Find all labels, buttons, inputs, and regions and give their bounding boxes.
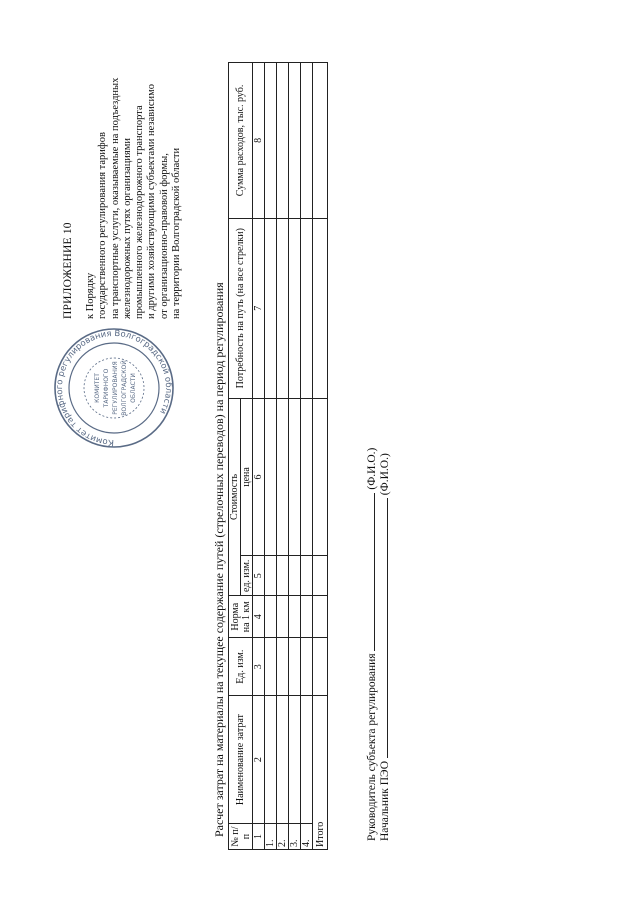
column-number: 8 <box>253 63 265 219</box>
header-cost-price: цена <box>241 398 253 556</box>
row-number: 2. <box>277 824 289 850</box>
table-cell <box>301 638 313 696</box>
row-number: 3. <box>289 824 301 850</box>
table-cell <box>289 63 301 219</box>
table-cell <box>277 596 289 638</box>
table-cell <box>265 638 277 696</box>
signature-blank <box>364 493 375 651</box>
header-need: Потребность на путь (на все стрелки) <box>229 218 253 398</box>
header-line: к Порядку <box>85 272 96 319</box>
header-unit: Ед. изм. <box>229 638 253 696</box>
table-cell <box>289 556 301 596</box>
header-cost-unit: ед. изм. <box>241 556 253 596</box>
appendix-label: ПРИЛОЖЕНИЕ 10 <box>62 222 74 319</box>
header-line: на территории Волгоградской области <box>171 147 183 319</box>
header-line: железнодорожных путях организациями <box>121 137 133 319</box>
signature-fio: (Ф.И.О.) <box>366 447 378 490</box>
table-cell <box>277 696 289 824</box>
table-row <box>265 63 277 850</box>
table-cell <box>265 696 277 824</box>
table-cell <box>301 218 313 398</box>
official-seal-stamp <box>52 326 176 450</box>
column-number: 7 <box>253 218 265 398</box>
table-cell <box>313 638 328 696</box>
signature-label: Начальник ПЭО <box>379 760 391 841</box>
row-number: 4. <box>301 824 313 850</box>
table-cell <box>313 398 328 556</box>
seal-inner-line: ТАРИФНОГО <box>103 368 110 408</box>
column-number: 3 <box>253 638 265 696</box>
table-row <box>289 63 301 850</box>
table-cell <box>313 596 328 638</box>
seal-inner-line: ОБЛАСТИ <box>130 373 137 403</box>
table-cell <box>289 398 301 556</box>
table-cell <box>301 398 313 556</box>
table-cell <box>313 63 328 219</box>
table-cell <box>265 556 277 596</box>
table-cell <box>277 638 289 696</box>
row-number: 1. <box>265 824 277 850</box>
header-line: государственного регулирования тарифов <box>97 132 109 319</box>
table-cell <box>289 596 301 638</box>
table-cell <box>313 218 328 398</box>
column-number: 5 <box>253 556 265 596</box>
column-number: 1 <box>253 824 265 850</box>
table-cell <box>289 638 301 696</box>
header-num: № п/п <box>229 824 253 850</box>
signature-line-peo <box>377 453 391 841</box>
table-row <box>277 63 289 850</box>
table-cell <box>313 556 328 596</box>
table-cell <box>277 398 289 556</box>
total-row <box>313 63 328 850</box>
document-title: Расчет затрат на материалы на текущее содержание путей (стрелочных переводов) на период регулирования <box>212 282 226 837</box>
table-cell <box>289 696 301 824</box>
table-cell <box>277 63 289 219</box>
table-cell <box>265 398 277 556</box>
cost-calculation-table <box>228 62 328 850</box>
seal-inner-line: КОМИТЕТ <box>94 373 101 403</box>
table-row <box>301 63 313 850</box>
table-cell <box>265 218 277 398</box>
total-label: Итого <box>313 696 328 850</box>
column-number: 2 <box>253 696 265 824</box>
header-line: промышленного железнодорожного транспорта <box>134 105 146 319</box>
appendix-header-text <box>85 19 183 319</box>
signature-line-head <box>364 448 378 841</box>
seal-outer-text: Комитет тарифного регулирования Волгоградской области <box>54 328 174 448</box>
column-number: 4 <box>253 596 265 638</box>
header-line: на транспортные услуги, оказываемые на подъездных <box>109 77 121 319</box>
signature-blank <box>377 498 388 758</box>
column-number: 6 <box>253 398 265 556</box>
header-name: Наименование затрат <box>229 696 253 824</box>
header-line: и другими хозяйствующими субъектами независимо <box>146 84 158 319</box>
signature-fio: (Ф.И.О.) <box>379 453 391 496</box>
table-cell <box>277 218 289 398</box>
header-norm: Норма на 1 км <box>229 596 253 638</box>
header-sum: Сумма расходов, тыс. руб. <box>229 63 253 219</box>
table-cell <box>301 63 313 219</box>
table-cell <box>277 556 289 596</box>
table-cell <box>301 596 313 638</box>
seal-inner-line: ВОЛГОГРАДСКОЙ <box>121 360 128 416</box>
header-line: от организационно-правовой формы, <box>158 153 170 319</box>
signature-label: Руководитель субъекта регулирования <box>366 653 378 841</box>
table-cell <box>265 596 277 638</box>
table-cell <box>265 63 277 219</box>
table-cell <box>301 696 313 824</box>
header-cost: Стоимость <box>229 398 241 596</box>
table-cell <box>289 218 301 398</box>
seal-inner-line: РЕГУЛИРОВАНИЯ <box>112 361 119 415</box>
table-cell <box>301 556 313 596</box>
